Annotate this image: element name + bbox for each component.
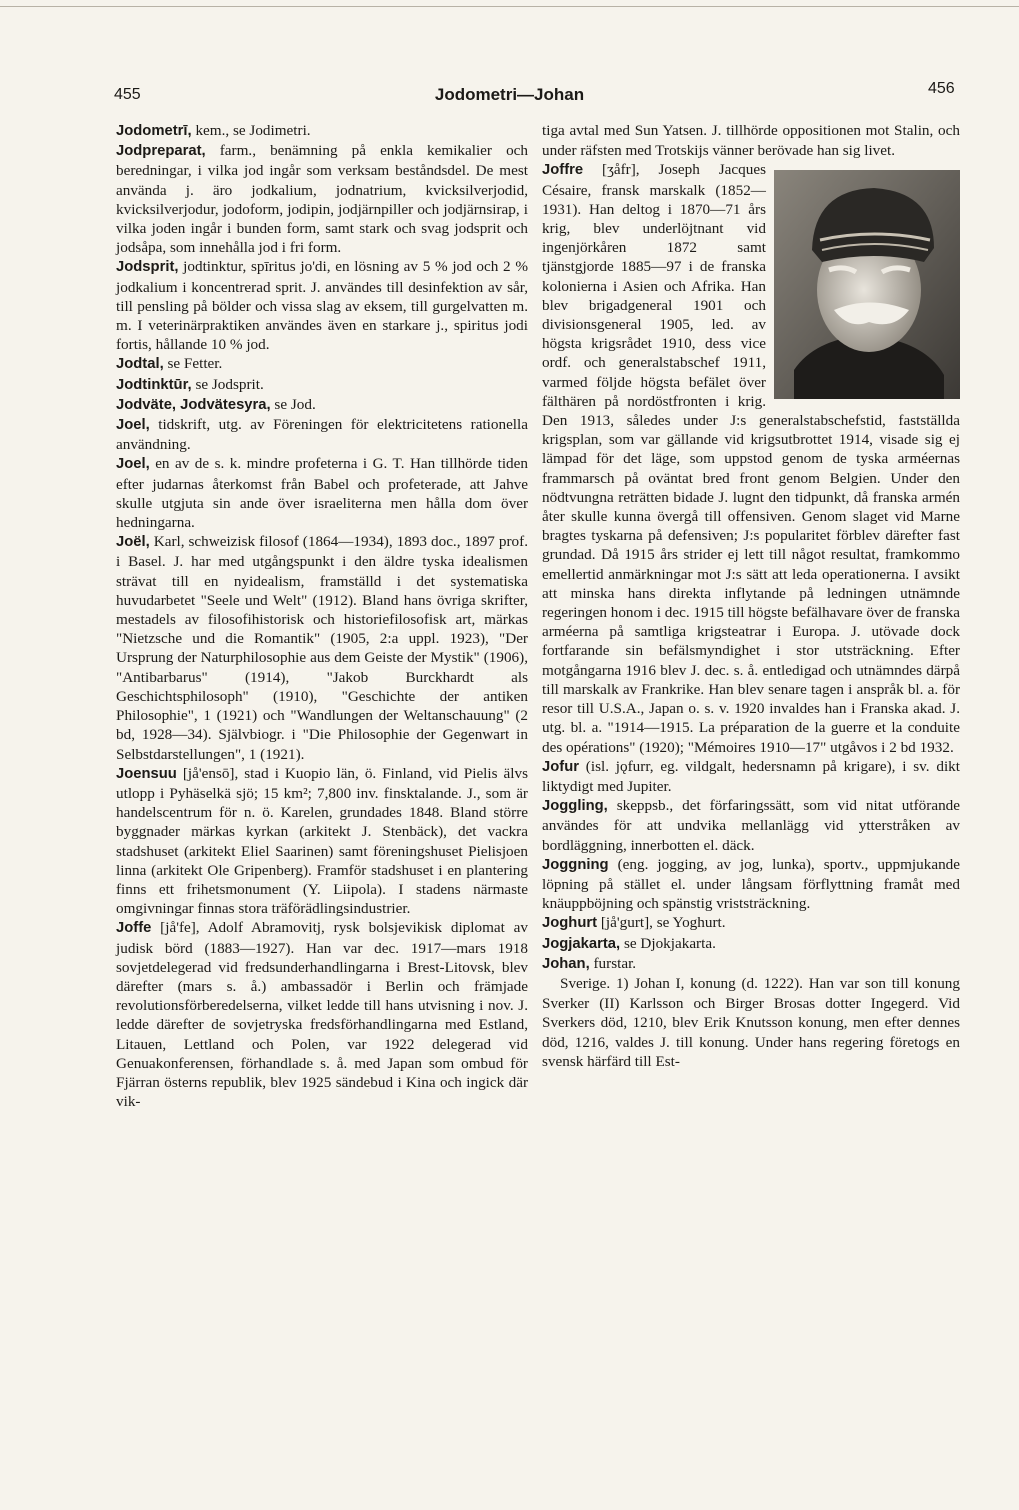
headword: Joël,	[116, 534, 150, 551]
entry	[116, 395, 528, 415]
headword: Jodometrī,	[116, 123, 192, 139]
entry-text: tiga avtal med Sun Yatsen. J. tillhörde oppositionen mot Stalin, och under räfsten med Trotskijs vänner berövade han sig livet.	[542, 122, 960, 160]
headword: Jodtinktūr,	[116, 376, 192, 393]
entry-text: furstar.	[589, 954, 637, 972]
entry	[116, 375, 528, 395]
entry-text: en av de s. k. mindre profeterna i G. T. Han tillhörde tiden efter judarnas återkomst från Babel och profeterade, att Jahve skulle utgjuta sin ande över israeliterna men hålla dom över hedningarna.	[116, 455, 528, 532]
entry	[542, 974, 960, 1071]
entry-text: farm., benämning på enkla kemikalier och beredningar, i vilka jod ingår som verksam beståndsdel. De mest använda j. äro jodkalium, jodnatrium, kvicksilverjodid, kvicksilverjodur, jodoform, jodipin, jodjärnpiller och jodjärnsirap, i vilka joden ingår i bunden form, samt stark och svag jodsprit och jodsåpa, som innehålla jod i fri form.	[116, 142, 528, 257]
entry-text: Karl, schweizisk filosof (1864—1934), 1893 doc., 1897 prof. i Basel. J. har med utgångspunkt i den äldre tyska idealismen strävat till en nyidealism, framställd i det systematiska huvudarbetet "Seele und Welt" (1912). Bland hans övriga skrifter, mestadels av filosofihistorisk och historiefilosofisk art, märkas "Nietzsche und die Romantik" (1905, 2:a uppl. 1923), "Der Ursprung der Naturphilosophie aus dem Geiste der Mystik" (1906), "Antibarbarus" (1914), "Jakob Burckhardt als Geschichtsphilosoph" (1910), "Geschichte der antiken Philosophie", 1 (1921) och "Wandlungen der Weltanschauung" (2 bd, 1928—34). Självbiogr. i "Die Philosophie der Gegenwart in Selbstdarstellungen", 1 (1921).	[116, 533, 528, 763]
headword: Jodpreparat,	[116, 143, 206, 160]
right-column	[542, 121, 960, 1071]
entry-text: (eng. jogging, av jog, lunka), sportv., uppmjukande löpning på stället el. under långsam förflyttning framåt med knäuppböjning och spänstig vriststräckning.	[542, 855, 960, 913]
entry-text: se Jod.	[270, 395, 316, 413]
headword: Joggning	[542, 856, 609, 873]
entry-text: [jå'fe], Adolf Abramovitj, rysk bolsjevikisk diplomat av judisk börd (1883—1927). Han var dec. 1917—mars 1918 sovjetdelegerad vid fredsunderhandlingarna i Brest-Litovsk, blev därefter (mars s. å.) ambassadör i Berlin och främjade revolutionsförberedelserna, vilket ledde till hans utvisning i nov. J. ledde därefter de sovjetryska fredsförhandlingarna med Estland, Litauen, Lettland och Polen, var 1922 delegerad vid Genuakonferensen, förhandlade s. å. med Japan som ombud för Fjärran österns republik, blev 1925 sändebud i Kina och ingick där vik-	[116, 919, 528, 1111]
headword: Jodtal,	[116, 356, 164, 373]
portrait-illustration	[774, 170, 960, 399]
entry-text: tidskrift, utg. av Föreningen för elektricitetens rationella användning.	[116, 416, 528, 454]
entry	[542, 954, 960, 974]
entry-text: [ʒåfr], Joseph Jacques Césaire, fransk marskalk (1852—1931). Han deltog i 1870—71 års krig, blev underlöjtnant vid ingenjörkåren 1872 samt tjänstgjorde 1885—97 i de franska kolonierna i Asien och Afrika. Han blev brigadgeneral 1901 och divisionsgeneral 1905, led. av högsta krigsrådet 1910, dess vice ordf. och generalstabschef 1911, varmed följde högsta befälet över fälthären på nordöstfronten i krig. Den 1913, således under J:s generalstabschefstid, fastställda krigsplan, som var gällande vid krigsutbrottet 1914, visade sig ej lämpad för det läge, som uppstod genom de tyska arméernas frammarsch på oväntat bred front genom Belgien. Under den nödtvungna reträtten bidade J. lugnt den tidpunkt, då franska armén åter skulle kunna övergå till offensiven. Genom slaget vid Marne bragtes tyskarna på defensiven; J:s popularitet förblev därefter fast grundad. Då 1915 års strider ej lett till något resultat, framkommo emellertid anmärkningar mot J:s sätt att leda operationerna. I avsikt att minska hans direkta inflytande på ledningen utnämnde regeringen honom i dec. 1915 till högste befälhavare över de franska arméerna på samtliga krigsteatrar i Europa. J. utövade dock fortfarande sin befälsmyndighet i stor utsträckning. Efter motgångarna 1916 blev J. dec. s. å. entledigad och utnämndes därpå till marskalk av Frankrike. Han blev senare tagen i anspråk bl. a. för resor till U.S.A., Japan o. s. v. 1920 invaldes han i Franska akad. J. utg. bl. a. "1914—1915. La préparation de la guerre et la conduite des opérations" (1920); "Mémoires 1910—17" utgåvos i 2 bd 1932.	[542, 161, 960, 756]
entry	[542, 796, 960, 855]
entry-text: skeppsb., det förfaringssätt, som vid nitat utförande användes för att undvika mellanlägg vid ytterstråken av bordläggning, innerbotten el. däck.	[542, 797, 960, 854]
entry	[542, 934, 960, 954]
portrait-photo	[774, 170, 960, 399]
entry	[116, 121, 528, 141]
entry-continuation	[542, 121, 960, 160]
entry-text: [jå'gurt], se Yoghurt.	[597, 914, 726, 932]
headword: Joffre	[542, 162, 584, 179]
entry	[116, 918, 528, 1111]
headword: Joel,	[116, 456, 150, 473]
entry	[542, 855, 960, 914]
headword: Joghurt	[542, 915, 598, 932]
headword: Jodsprit,	[116, 259, 179, 276]
entry	[116, 532, 528, 763]
entry	[542, 757, 960, 796]
headword: Joensuu	[116, 765, 177, 782]
headword: Johan,	[542, 955, 590, 972]
entry-text: (isl. jǫfurr, eg. vildgalt, hedersnamn på krigare), i sv. dikt liktydigt med Jupiter.	[542, 757, 960, 795]
entry	[116, 415, 528, 454]
entry-text: Sverige. 1) Johan I, konung (d. 1222). Han var son till konung Sverker (II) Karlsson och Birger Brosas dotter Ingegerd. Vid Sverkers död, 1210, blev Erik Knutsson konung, men efter dennes död, 1216, valdes J. till konung. Under hans regering företogs en svensk härfärd till Est-	[542, 974, 960, 1070]
entry	[116, 141, 528, 257]
headword: Jogjakarta,	[542, 935, 621, 952]
entry	[116, 257, 528, 354]
entry	[116, 454, 528, 532]
headword: Jodväte, Jodvätesyra,	[116, 396, 271, 413]
entry-text: kem., se Jodimetri.	[191, 122, 311, 139]
entry-text: se Djokjakarta.	[620, 934, 716, 952]
entry	[542, 160, 960, 756]
entry	[116, 354, 528, 374]
page-number-right: 456	[928, 80, 955, 97]
entry	[542, 913, 960, 933]
entry	[116, 764, 528, 919]
headword: Joggling,	[542, 798, 608, 815]
left-column	[116, 121, 528, 1111]
headword: Jofur	[542, 758, 579, 775]
entry-text: se Jodsprit.	[191, 375, 264, 393]
entry-text: jodtinktur, spīritus jo'di, en lösning av 5 % jod och 2 % jodkalium i koncentrerad sprit. J. användes till desinfektion av sår, till pensling på bölder och vissa slag av eksem, till gurgelvatten m. m. I veterinärpraktiken användes även en starkare j., spiritus jodi fortis, hållande 10 % jod.	[116, 258, 528, 354]
page-top-rule	[0, 6, 1019, 7]
headword: Joffe	[116, 920, 152, 937]
running-title: Jodometri—Johan	[434, 85, 585, 104]
entry-text: se Fetter.	[163, 355, 223, 373]
entry-text: [jå'ensō], stad i Kuopio län, ö. Finland, vid Pielis älvs utlopp i Pyhäselkä sjö; 15 km²; 7,800 inv. finsktalande. J., som är handelscentrum för n. ö. Karelen, grundades 1848. Bland större byggnader märkas kyrkan (arkitekt J. Stenbäck), det vackra stadshuset (arkitekt Eliel Saarinen) samt föreningshuset Pielisjoen linna (arkitekt Ole Gripenberg). Framför stadshuset i en plantering finns ett frihetsmonument (Y. Liipola). I stadens närmaste omgivningar finnas stora träförädlingsindustrier.	[116, 764, 528, 918]
headword: Joel,	[116, 417, 150, 434]
page-number-left: 455	[114, 86, 141, 103]
